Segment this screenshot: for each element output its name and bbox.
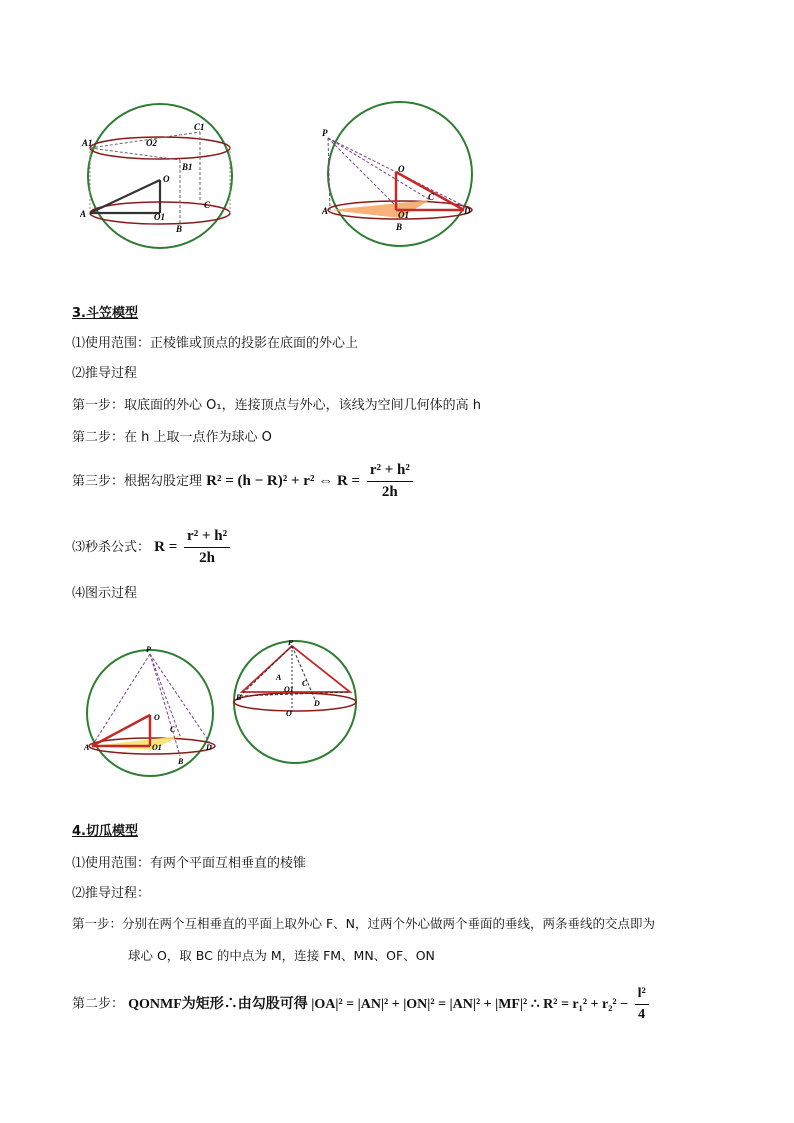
sphere-figure-right <box>321 102 472 246</box>
quick-formula-left: R = <box>154 538 178 555</box>
step3-prefix: 第三步：根据勾股定理 <box>72 473 203 489</box>
section3-title: 3.斗笠模型 <box>72 306 138 321</box>
label-o: O <box>154 713 160 722</box>
step2-fraction <box>635 986 649 1023</box>
step3-formula-left: R² = (h − R)² + r² ⇔ R = <box>206 472 361 489</box>
label-o1: O1 <box>398 210 409 220</box>
quick-prefix: ⑶秒杀公式： <box>72 539 151 555</box>
fraction-denominator: 4 <box>638 1007 646 1022</box>
quick-fraction <box>184 528 230 567</box>
label-o1: O1 <box>152 743 162 752</box>
label-a: A <box>322 206 329 216</box>
label-d: D <box>206 743 212 752</box>
label-c: C <box>428 192 435 202</box>
fraction-denominator: 2h <box>199 550 215 566</box>
label-p: P <box>322 128 328 138</box>
section3-step1: 第一步：取底面的外心 O₁，连接顶点与外心，该线为空间几何体的高 h <box>72 398 481 413</box>
sphere-figure-hemisphere <box>234 640 356 763</box>
label-c: C <box>204 200 211 210</box>
label-d: D <box>464 206 471 216</box>
label-p: P <box>146 645 151 654</box>
section3-quick-formula <box>72 528 230 567</box>
label-b1: B1 <box>182 162 193 172</box>
section4-step1-line1: 第一步：分别在两个互相垂直的平面上取外心 F、N，过两个外心做两个垂面的垂线，两条垂线的交点即为 <box>72 916 656 931</box>
section3-step3 <box>72 462 413 501</box>
fraction-numerator: r² + h² <box>367 462 413 482</box>
section4-derive: ⑵推导过程： <box>72 886 151 901</box>
section4-step1-line2: 球心 O，取 BC 的中点为 M，连接 FM、MN、OF、ON <box>128 948 435 963</box>
section3-scope: ⑴使用范围：正棱锥或顶点的投影在底面的外心上 <box>72 336 359 351</box>
label-b: B <box>236 693 242 702</box>
fraction-numerator: r² + h² <box>184 528 230 548</box>
step2-formula <box>128 986 649 1022</box>
label-a: A <box>80 209 87 219</box>
section4-scope: ⑴使用范围：有两个平面互相垂直的棱锥 <box>72 856 307 871</box>
label-d: D <box>314 699 320 708</box>
step2-prefix: 第二步： <box>72 996 125 1012</box>
label-o1: O1 <box>284 685 294 694</box>
figures-mid <box>80 640 380 780</box>
label-c: C <box>302 679 308 688</box>
label-p: P <box>288 640 293 647</box>
step2-formula-text: QONMF为矩形∴由勾股可得 |OA|² = |AN|² + |ON|² = |AN|² + |MF|² ∴ R² = r₁² + r₂² − <box>128 996 629 1012</box>
label-o: O <box>286 709 292 718</box>
figures-top <box>80 100 500 250</box>
section4-step2 <box>72 986 649 1023</box>
label-o2: O2 <box>146 138 157 148</box>
section3-derive: ⑵推导过程 <box>72 366 138 381</box>
label-b: B <box>178 757 184 766</box>
quick-formula <box>154 528 230 566</box>
label-a: A <box>276 673 282 682</box>
label-a1: A1 <box>82 138 93 148</box>
label-a: A <box>84 743 90 752</box>
label-c: C <box>170 725 176 734</box>
fraction-numerator: l² <box>635 986 649 1005</box>
sphere-figure-left <box>80 104 232 248</box>
label-b: B <box>396 222 403 232</box>
label-o: O <box>163 174 170 184</box>
section3-diagram-label: ⑷图示过程 <box>72 586 138 601</box>
step3-formula <box>206 462 413 500</box>
section4-title: 4.切瓜模型 <box>72 824 138 839</box>
label-o1: O1 <box>154 212 165 222</box>
label-o: O <box>398 164 405 174</box>
sphere-figure-cone <box>83 645 215 776</box>
section3-step2: 第二步：在 h 上取一点作为球心 O <box>72 430 272 445</box>
label-b: B <box>176 224 183 234</box>
label-c1: C1 <box>194 122 205 132</box>
step3-fraction <box>367 462 413 501</box>
fraction-denominator: 2h <box>381 484 398 500</box>
